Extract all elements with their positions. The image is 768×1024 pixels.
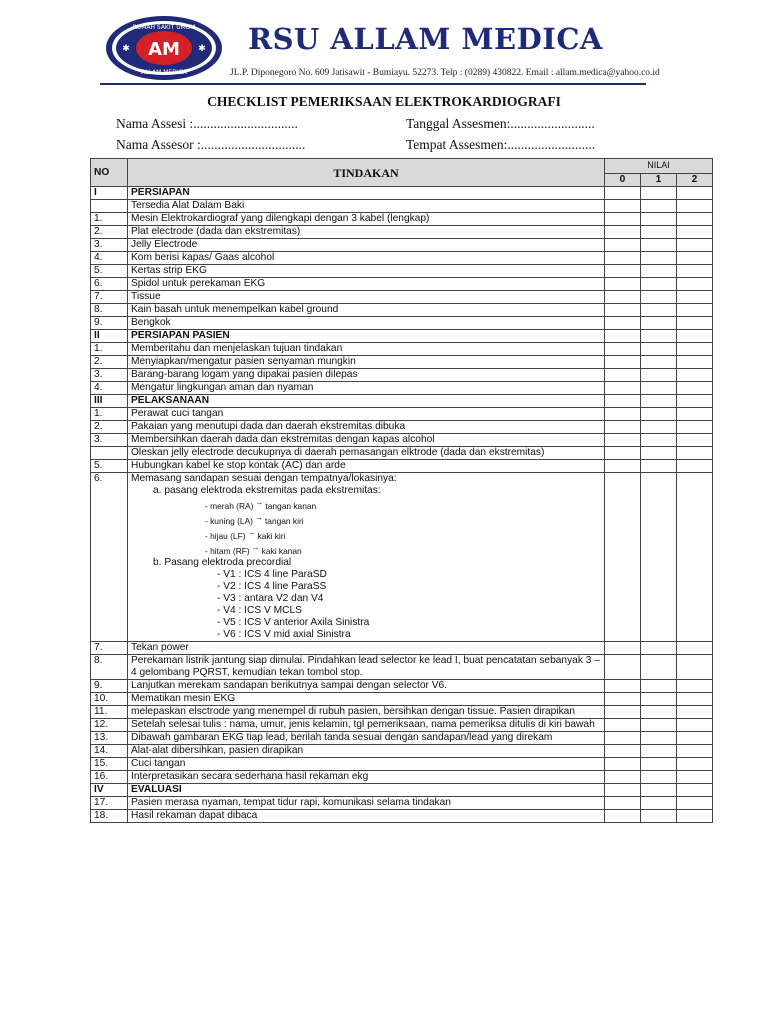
- score-cell-2[interactable]: [677, 810, 713, 823]
- score-cell-2[interactable]: [677, 278, 713, 291]
- score-cell-2[interactable]: [677, 758, 713, 771]
- score-cell-0[interactable]: [605, 291, 641, 304]
- checklist-row: [91, 771, 713, 784]
- row-number: 16.: [91, 771, 128, 784]
- row-action: Tekan power: [128, 642, 605, 655]
- checklist-row: [91, 369, 713, 382]
- score-cell-1[interactable]: [641, 732, 677, 745]
- limb-lead-target: kaki kanan: [261, 546, 302, 556]
- hospital-address: JL.P. Diponegoro No. 609 Jatisawit - Bumiayu. 52273. Telp : (0289) 430822. Email : allam.medica@yahoo.co.id: [230, 68, 660, 78]
- row-number: 7.: [91, 642, 128, 655]
- score-col-2: 2: [677, 174, 713, 187]
- score-cell-2[interactable]: [677, 797, 713, 810]
- row-action: Pakaian yang menutupi dada dan daerah ekstremitas dibuka: [128, 421, 605, 434]
- row-number: [91, 447, 128, 460]
- score-cell-2[interactable]: [677, 291, 713, 304]
- score-cell-2[interactable]: [677, 382, 713, 395]
- field-nama-assesi: Nama Assesi :...............................: [116, 116, 298, 131]
- score-cell-1[interactable]: [641, 421, 677, 434]
- score-cell-0[interactable]: [605, 317, 641, 330]
- score-cell-0[interactable]: [605, 797, 641, 810]
- score-cell-2[interactable]: [677, 356, 713, 369]
- row-number: 4.: [91, 382, 128, 395]
- header-row: [91, 159, 713, 174]
- score-cell-0[interactable]: [605, 265, 641, 278]
- row-action: Spidol untuk perekaman EKG: [128, 278, 605, 291]
- checklist-row: [91, 810, 713, 823]
- checklist-row: [91, 693, 713, 706]
- checklist-row: [91, 317, 713, 330]
- checklist-row: [91, 473, 713, 642]
- score-cell-1[interactable]: [641, 291, 677, 304]
- limb-lead-color: - merah (RA): [205, 501, 254, 511]
- limb-lead-item: [131, 542, 601, 557]
- row-action: Kom berisi kapas/ Gaas alcohol: [128, 252, 605, 265]
- score-cell-1[interactable]: [641, 797, 677, 810]
- limb-lead-color: - hijau (LF): [205, 531, 246, 541]
- logo-text-top: RUMAH SAKIT UMUM: [132, 24, 196, 31]
- score-cell-0[interactable]: [605, 304, 641, 317]
- score-cell-0[interactable]: [605, 239, 641, 252]
- score-cell-2[interactable]: [677, 226, 713, 239]
- checklist-row: [91, 421, 713, 434]
- score-cell-1[interactable]: [641, 382, 677, 395]
- checklist-row: [91, 460, 713, 473]
- checklist-row: [91, 213, 713, 226]
- logo-text-bottom: ALLAM MEDICA: [141, 69, 187, 76]
- checklist-body: [91, 187, 713, 823]
- score-cell-1[interactable]: [641, 343, 677, 356]
- score-cell-0[interactable]: [605, 473, 641, 642]
- score-cell-1[interactable]: [641, 693, 677, 706]
- score-cell-0[interactable]: [605, 226, 641, 239]
- row-number: 3.: [91, 434, 128, 447]
- arrow-right-icon: →: [251, 543, 260, 552]
- row-action: Jelly Electrode: [128, 239, 605, 252]
- score-cell-1[interactable]: [641, 473, 677, 642]
- score-cell-2[interactable]: [677, 655, 713, 680]
- row-action: Alat-alat dibersihkan, pasien dirapikan: [128, 745, 605, 758]
- row-action: Barang-barang logam yang dipakai pasien dilepas: [128, 369, 605, 382]
- score-cell-1[interactable]: [641, 304, 677, 317]
- row-number: 8.: [91, 655, 128, 680]
- score-cell-1[interactable]: [641, 252, 677, 265]
- score-cell-0[interactable]: [605, 278, 641, 291]
- score-cell-1[interactable]: [641, 330, 677, 343]
- row-action: PELAKSANAAN: [128, 395, 605, 408]
- row-number: 6.: [91, 278, 128, 291]
- score-cell-0[interactable]: [605, 706, 641, 719]
- row-number: 8.: [91, 304, 128, 317]
- row-number: IV: [91, 784, 128, 797]
- checklist-row: [91, 680, 713, 693]
- score-cell-0[interactable]: [605, 434, 641, 447]
- field-nama-assesor: Nama Assesor :...............................: [116, 137, 306, 152]
- score-cell-1[interactable]: [641, 200, 677, 213]
- score-cell-0[interactable]: [605, 187, 641, 200]
- checklist-row: [91, 797, 713, 810]
- precordial-item: - V6 : ICS V mid axial Sinistra: [217, 629, 351, 640]
- row-number: 12.: [91, 719, 128, 732]
- score-cell-2[interactable]: [677, 732, 713, 745]
- score-cell-2[interactable]: [677, 706, 713, 719]
- row-number: 2.: [91, 226, 128, 239]
- score-cell-1[interactable]: [641, 395, 677, 408]
- checklist-row: [91, 447, 713, 460]
- score-cell-2[interactable]: [677, 693, 713, 706]
- row-number: 1.: [91, 213, 128, 226]
- row-action: Kertas strip EKG: [128, 265, 605, 278]
- row-action: Mengatur lingkungan aman dan nyaman: [128, 382, 605, 395]
- row-number: 9.: [91, 317, 128, 330]
- letterhead: [0, 0, 768, 90]
- score-cell-2[interactable]: [677, 200, 713, 213]
- hospital-name: RSU ALLAM MEDICA: [248, 22, 603, 56]
- score-cell-2[interactable]: [677, 317, 713, 330]
- checklist-row: [91, 343, 713, 356]
- checklist-row: [91, 706, 713, 719]
- svg-text:✱: ✱: [198, 44, 206, 54]
- checklist-row: [91, 226, 713, 239]
- score-cell-2[interactable]: [677, 719, 713, 732]
- row-number: 18.: [91, 810, 128, 823]
- score-cell-1[interactable]: [641, 642, 677, 655]
- limb-lead-heading: a. pasang elektroda ekstremitas pada ekstremitas:: [153, 485, 381, 496]
- arrow-right-icon: →: [254, 513, 263, 522]
- score-cell-0[interactable]: [605, 784, 641, 797]
- row-action: Cuci tangan: [128, 758, 605, 771]
- score-cell-2[interactable]: [677, 330, 713, 343]
- score-cell-1[interactable]: [641, 745, 677, 758]
- row-action: Plat electrode (dada dan ekstremitas): [128, 226, 605, 239]
- score-cell-2[interactable]: [677, 771, 713, 784]
- score-cell-1[interactable]: [641, 784, 677, 797]
- score-cell-1[interactable]: [641, 408, 677, 421]
- score-cell-2[interactable]: [677, 460, 713, 473]
- score-cell-0[interactable]: [605, 447, 641, 460]
- score-cell-0[interactable]: [605, 732, 641, 745]
- checklist-row: [91, 408, 713, 421]
- score-cell-2[interactable]: [677, 343, 713, 356]
- row-number: 11.: [91, 706, 128, 719]
- row-action: Menyiapkan/mengatur pasien senyaman mungkin: [128, 356, 605, 369]
- score-cell-0[interactable]: [605, 810, 641, 823]
- row-action: Hubungkan kabel ke stop kontak (AC) dan arde: [128, 460, 605, 473]
- score-cell-2[interactable]: [677, 784, 713, 797]
- limb-lead-color: - hitam (RF): [205, 546, 250, 556]
- row-number: 1.: [91, 408, 128, 421]
- row-number: III: [91, 395, 128, 408]
- score-cell-2[interactable]: [677, 239, 713, 252]
- score-cell-1[interactable]: [641, 771, 677, 784]
- score-cell-1[interactable]: [641, 226, 677, 239]
- checklist-row: [91, 732, 713, 745]
- score-cell-0[interactable]: [605, 408, 641, 421]
- score-cell-0[interactable]: [605, 460, 641, 473]
- score-cell-2[interactable]: [677, 680, 713, 693]
- score-cell-1[interactable]: [641, 680, 677, 693]
- limb-lead-color: - kuning (LA): [205, 516, 253, 526]
- row-number: II: [91, 330, 128, 343]
- limb-lead-target: kaki kiri: [257, 531, 286, 541]
- row-action: Dibawah gambaran EKG tiap lead, berilah tanda sesuai dengan sandapan/lead yang direkam: [128, 732, 605, 745]
- row-action: Mematikan mesin EKG: [128, 693, 605, 706]
- row-number: 14.: [91, 745, 128, 758]
- precordial-item: - V2 : ICS 4 line ParaSS: [217, 581, 327, 592]
- limb-lead-item: [131, 497, 601, 512]
- row-action: Perawat cuci tangan: [128, 408, 605, 421]
- row-number: 5.: [91, 460, 128, 473]
- score-cell-2[interactable]: [677, 421, 713, 434]
- row-number: 9.: [91, 680, 128, 693]
- section-row: [91, 330, 713, 343]
- document-title: CHECKLIST PEMERIKSAAN ELEKTROKARDIOGRAFI: [207, 94, 561, 109]
- score-cell-2[interactable]: [677, 265, 713, 278]
- col-no: NO: [91, 159, 128, 187]
- score-cell-0[interactable]: [605, 655, 641, 680]
- score-cell-1[interactable]: [641, 434, 677, 447]
- score-col-1: 1: [641, 174, 677, 187]
- score-cell-2[interactable]: [677, 408, 713, 421]
- svg-text:✱: ✱: [122, 44, 130, 54]
- score-cell-0[interactable]: [605, 213, 641, 226]
- precordial-heading: b. Pasang elektroda precordial: [153, 557, 292, 568]
- score-cell-0[interactable]: [605, 642, 641, 655]
- score-cell-0[interactable]: [605, 719, 641, 732]
- checklist-row: [91, 265, 713, 278]
- score-cell-1[interactable]: [641, 758, 677, 771]
- row-action: Hasil rekaman dapat dibaca: [128, 810, 605, 823]
- col-nilai: NILAI: [605, 159, 713, 174]
- score-cell-2[interactable]: [677, 369, 713, 382]
- score-cell-1[interactable]: [641, 369, 677, 382]
- row-action: [128, 473, 605, 642]
- score-cell-1[interactable]: [641, 706, 677, 719]
- field-tempat-assesmen: Tempat Assesmen:..........................: [406, 137, 596, 152]
- row-action: Pasien merasa nyaman, tempat tidur rapi, komunikasi selama tindakan: [128, 797, 605, 810]
- score-cell-1[interactable]: [641, 278, 677, 291]
- score-cell-0[interactable]: [605, 330, 641, 343]
- score-cell-1[interactable]: [641, 447, 677, 460]
- row-action: Perekaman listrik jantung siap dimulai. Pindahkan lead selector ke lead I, buat pencatatan sebanyak 3 – 4 gelombang PQRST, kemudian tekan tombol stop.: [128, 655, 605, 680]
- row-action: Lanjutkan merekam sandapan berikutnya sampai dengan selector V6.: [128, 680, 605, 693]
- section-row: [91, 395, 713, 408]
- limb-lead-item: [131, 512, 601, 527]
- score-cell-0[interactable]: [605, 252, 641, 265]
- checklist-row: [91, 719, 713, 732]
- score-cell-1[interactable]: [641, 655, 677, 680]
- row-action: Tissue: [128, 291, 605, 304]
- score-cell-2[interactable]: [677, 213, 713, 226]
- section-row: [91, 187, 713, 200]
- score-cell-0[interactable]: [605, 758, 641, 771]
- limb-lead-target: tangan kiri: [264, 516, 304, 526]
- hospital-logo: [104, 14, 224, 82]
- section-row: [91, 784, 713, 797]
- score-cell-0[interactable]: [605, 395, 641, 408]
- score-cell-1[interactable]: [641, 213, 677, 226]
- row-action: PERSIAPAN: [128, 187, 605, 200]
- score-cell-2[interactable]: [677, 395, 713, 408]
- score-cell-2[interactable]: [677, 252, 713, 265]
- checklist-row: [91, 278, 713, 291]
- score-cell-1[interactable]: [641, 265, 677, 278]
- row-number: [91, 200, 128, 213]
- score-cell-0[interactable]: [605, 680, 641, 693]
- checklist-row: [91, 252, 713, 265]
- row-number: 1.: [91, 343, 128, 356]
- score-cell-2[interactable]: [677, 304, 713, 317]
- precordial-item: - V3 : antara V2 dan V4: [217, 593, 324, 604]
- row-number: 10.: [91, 693, 128, 706]
- row-number: 3.: [91, 369, 128, 382]
- row-action: melepaskan elsctrode yang menempel di rubuh pasien, bersihkan dengan tissue. Pasien dirapikan: [128, 706, 605, 719]
- checklist-row: [91, 239, 713, 252]
- score-cell-0[interactable]: [605, 343, 641, 356]
- score-cell-2[interactable]: [677, 187, 713, 200]
- limb-lead-target: tangan kanan: [265, 501, 317, 511]
- checklist-row: [91, 382, 713, 395]
- row-number: 3.: [91, 239, 128, 252]
- checklist-table: [90, 158, 713, 823]
- row-number: 6.: [91, 473, 128, 642]
- score-cell-1[interactable]: [641, 719, 677, 732]
- score-cell-0[interactable]: [605, 745, 641, 758]
- row-action: Interpretasikan secara sederhana hasil rekaman ekg: [128, 771, 605, 784]
- row-action: Kain basah untuk menempelkan kabel ground: [128, 304, 605, 317]
- row-action: Setelah selesai tulis : nama, umur, jenis kelamin, tgl pemeriksaan, nama pemeriksa ditulis di kiri bawah: [128, 719, 605, 732]
- row-number: 17.: [91, 797, 128, 810]
- score-cell-1[interactable]: [641, 460, 677, 473]
- checklist-row: [91, 745, 713, 758]
- row-number: 4.: [91, 252, 128, 265]
- checklist-row: [91, 758, 713, 771]
- score-cell-0[interactable]: [605, 771, 641, 784]
- header-divider: [100, 83, 646, 85]
- score-cell-0[interactable]: [605, 421, 641, 434]
- row-number: I: [91, 187, 128, 200]
- checklist-row: [91, 655, 713, 680]
- arrow-right-icon: →: [255, 498, 264, 507]
- score-cell-2[interactable]: [677, 642, 713, 655]
- row-action: Tersedia Alat Dalam Baki: [128, 200, 605, 213]
- score-cell-0[interactable]: [605, 382, 641, 395]
- row-action: PERSIAPAN PASIEN: [128, 330, 605, 343]
- row-action: Memberitahu dan menjelaskan tujuan tindakan: [128, 343, 605, 356]
- limb-lead-item: [131, 527, 601, 542]
- arrow-right-icon: →: [247, 528, 256, 537]
- score-cell-1[interactable]: [641, 356, 677, 369]
- row-number: 7.: [91, 291, 128, 304]
- score-cell-0[interactable]: [605, 693, 641, 706]
- checklist-row: [91, 434, 713, 447]
- score-col-0: 0: [605, 174, 641, 187]
- col-tindakan: TINDAKAN: [128, 159, 605, 187]
- score-cell-0[interactable]: [605, 369, 641, 382]
- score-cell-1[interactable]: [641, 187, 677, 200]
- row-number: 2.: [91, 356, 128, 369]
- row-number: 2.: [91, 421, 128, 434]
- score-cell-1[interactable]: [641, 810, 677, 823]
- checklist-row: [91, 356, 713, 369]
- row-action: Mesin Elektrokardiograf yang dilengkapi dengan 3 kabel (lengkap): [128, 213, 605, 226]
- checklist-row: [91, 304, 713, 317]
- precordial-item: - V5 : ICS V anterior Axila Sinistra: [217, 617, 370, 628]
- checklist-row: [91, 291, 713, 304]
- row-number: 15.: [91, 758, 128, 771]
- row-action-text: Memasang sandapan sesuai dengan tempatnya/lokasinya:: [131, 473, 397, 484]
- row-number: 13.: [91, 732, 128, 745]
- row-action: Membersihkan daerah dada dan ekstremitas dengan kapas alcohol: [128, 434, 605, 447]
- score-cell-2[interactable]: [677, 745, 713, 758]
- row-number: 5.: [91, 265, 128, 278]
- field-tanggal-assesmen: Tanggal Assesmen:.........................: [406, 116, 595, 131]
- score-cell-2[interactable]: [677, 447, 713, 460]
- precordial-item: - V1 : ICS 4 line ParaSD: [217, 569, 327, 580]
- logo-letters: AM: [148, 39, 180, 60]
- row-action: Bengkok: [128, 317, 605, 330]
- precordial-item: - V4 : ICS V MCLS: [217, 605, 302, 616]
- checklist-row: [91, 200, 713, 213]
- score-cell-0[interactable]: [605, 356, 641, 369]
- score-cell-1[interactable]: [641, 317, 677, 330]
- score-cell-2[interactable]: [677, 434, 713, 447]
- checklist-row: [91, 642, 713, 655]
- score-cell-2[interactable]: [677, 473, 713, 642]
- score-cell-0[interactable]: [605, 200, 641, 213]
- score-cell-1[interactable]: [641, 239, 677, 252]
- row-action: EVALUASI: [128, 784, 605, 797]
- row-action: Oleskan jelly electrode decukupnya di daerah pemasangan elktrode (dada dan ekstremitas): [128, 447, 605, 460]
